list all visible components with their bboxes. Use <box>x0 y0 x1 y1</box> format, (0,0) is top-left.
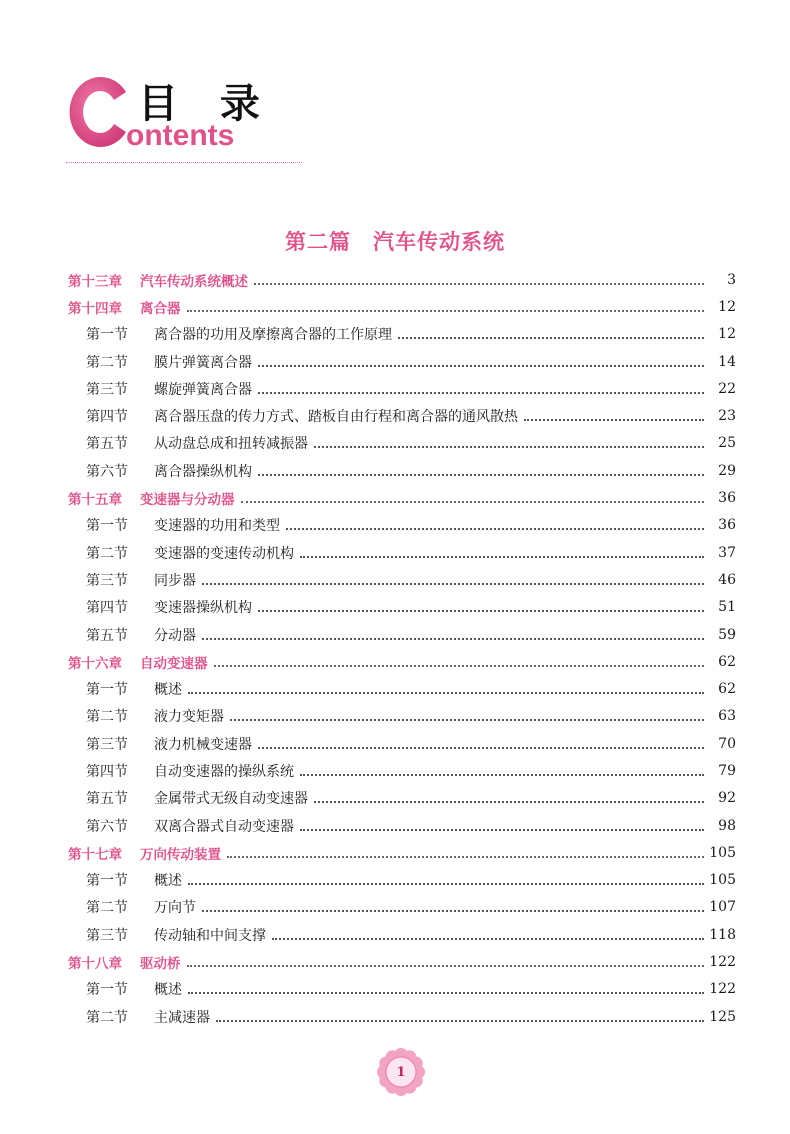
toc-entry-page: 70 <box>718 735 736 752</box>
dot-leader <box>258 747 704 749</box>
dot-leader <box>241 501 705 503</box>
toc-entry-title: 万向节 <box>154 900 196 917</box>
toc-section-row[interactable] <box>68 621 736 648</box>
toc-entry-title: 自动变速器 <box>140 655 208 672</box>
toc-entry-page: 62 <box>718 681 736 698</box>
toc-section-row[interactable] <box>68 703 736 730</box>
toc-entry-title: 离合器 <box>140 300 181 317</box>
toc-entry-number: 第四节 <box>86 600 128 617</box>
toc-entry-number: 第二节 <box>86 1009 128 1026</box>
contents-header <box>60 70 320 170</box>
toc-entry-number: 第三节 <box>86 572 128 589</box>
toc-entry-number: 第六节 <box>86 818 128 835</box>
toc-entry-page: 3 <box>727 271 736 288</box>
toc-entry-title: 概述 <box>154 982 182 999</box>
toc-entry-page: 107 <box>709 899 736 916</box>
toc-entry-title: 驱动桥 <box>140 956 181 973</box>
toc-entry-title: 变速器的功用和类型 <box>154 518 280 535</box>
toc-entry-title: 双离合器式自动变速器 <box>154 818 294 835</box>
dot-leader <box>398 337 704 339</box>
toc-entry-title: 变速器的变速传动机构 <box>154 545 294 562</box>
toc-entry-page: 92 <box>718 790 736 807</box>
toc-entry-title: 汽车传动系统概述 <box>140 273 248 290</box>
toc-entry-number: 第十七章 <box>68 846 122 863</box>
toc-entry-page: 46 <box>718 571 736 588</box>
toc-entry-number: 第十八章 <box>68 956 122 973</box>
toc-section-row[interactable] <box>68 976 736 1003</box>
part-title: 第二篇 汽车传动系统 <box>285 229 505 254</box>
dot-leader <box>300 829 704 831</box>
toc-entry-number: 第五节 <box>86 436 128 453</box>
dot-leader <box>216 1020 704 1022</box>
toc-chapter-row[interactable] <box>68 948 736 975</box>
toc-entry-number: 第十四章 <box>68 300 122 317</box>
dot-leader <box>230 719 704 721</box>
toc-entry-page: 12 <box>718 298 736 315</box>
toc-entry-page: 122 <box>709 981 736 998</box>
toc-section-row[interactable] <box>68 675 736 702</box>
toc-entry-page: 59 <box>718 626 736 643</box>
dot-leader <box>300 556 704 558</box>
toc-entry-title: 变速器与分动器 <box>140 492 235 509</box>
dot-leader <box>524 419 704 421</box>
toc-section-row[interactable] <box>68 430 736 457</box>
toc-section-row[interactable] <box>68 594 736 621</box>
toc-entry-page: 51 <box>718 599 736 616</box>
toc-entry-title: 分动器 <box>154 627 196 644</box>
toc-entry-page: 22 <box>718 380 736 397</box>
toc-entry-page: 36 <box>718 517 736 534</box>
toc-entry-page: 12 <box>718 326 736 343</box>
dot-leader <box>258 392 704 394</box>
toc-entry-title: 螺旋弹簧离合器 <box>154 381 252 398</box>
dot-leader <box>300 774 704 776</box>
toc-entry-title: 概述 <box>154 682 182 699</box>
toc-chapter-row[interactable] <box>68 293 736 320</box>
toc-entry-number: 第二节 <box>86 545 128 562</box>
toc-entry-title: 离合器压盘的传力方式、踏板自由行程和离合器的通风散热 <box>154 409 518 426</box>
toc-entry-page: 29 <box>718 462 736 479</box>
dot-leader <box>258 365 704 367</box>
toc-entry-number: 第十三章 <box>68 273 122 290</box>
header-divider <box>66 162 302 163</box>
toc-entry-page: 25 <box>718 435 736 452</box>
toc-entry-number: 第一节 <box>86 873 128 890</box>
toc-entry-page: 14 <box>718 353 736 370</box>
toc-entry-page: 105 <box>709 844 736 861</box>
toc-entry-title: 自动变速器的操纵系统 <box>154 763 294 780</box>
toc-entry-number: 第十六章 <box>68 655 122 672</box>
toc-section-row[interactable] <box>68 921 736 948</box>
toc-entry-number: 第二节 <box>86 709 128 726</box>
toc-entry-title: 离合器的功用及摩擦离合器的工作原理 <box>154 327 392 344</box>
dot-leader <box>314 801 704 803</box>
toc-section-row[interactable] <box>68 402 736 429</box>
toc-section-row[interactable] <box>68 757 736 784</box>
toc-entry-page: 79 <box>718 762 736 779</box>
toc-entry-title: 从动盘总成和扭转减振器 <box>154 436 308 453</box>
toc-section-row[interactable] <box>68 730 736 757</box>
toc-entry-page: 125 <box>709 1008 736 1025</box>
dot-leader <box>187 310 705 312</box>
toc-entry-title: 液力机械变速器 <box>154 736 252 753</box>
toc-entry-page: 63 <box>718 708 736 725</box>
toc-entry-page: 23 <box>718 408 736 425</box>
toc-entry-number: 第一节 <box>86 982 128 999</box>
toc-entry-number: 第四节 <box>86 763 128 780</box>
toc-entry-title: 金属带式无级自动变速器 <box>154 791 308 808</box>
toc-entry-page: 98 <box>718 817 736 834</box>
dot-leader <box>187 965 705 967</box>
dot-leader <box>254 283 704 285</box>
toc-entry-page: 62 <box>718 653 736 670</box>
dot-leader <box>202 583 704 585</box>
toc-entry-page: 122 <box>709 954 736 971</box>
toc-entry-title: 变速器操纵机构 <box>154 600 252 617</box>
toc-section-row[interactable] <box>68 894 736 921</box>
toc-entry-number: 第二节 <box>86 354 128 371</box>
toc-section-row[interactable] <box>68 812 736 839</box>
toc-entry-number: 第一节 <box>86 327 128 344</box>
dot-leader <box>227 856 704 858</box>
toc-entry-number: 第三节 <box>86 736 128 753</box>
dot-leader <box>314 446 704 448</box>
toc-entry-page: 105 <box>709 872 736 889</box>
toc-section-row[interactable] <box>68 1003 736 1030</box>
dot-leader <box>258 610 704 612</box>
toc-entry-title: 液力变矩器 <box>154 709 224 726</box>
contents-title-cn: 目 录 <box>138 81 274 127</box>
toc-entry-page: 118 <box>709 926 736 943</box>
toc-section-row[interactable] <box>68 566 736 593</box>
dot-leader <box>188 883 704 885</box>
dot-leader <box>202 910 704 912</box>
toc-entry-number: 第一节 <box>86 518 128 535</box>
dot-leader <box>214 665 705 667</box>
toc-entry-title: 膜片弹簧离合器 <box>154 354 252 371</box>
toc-entry-number: 第三节 <box>86 381 128 398</box>
toc-entry-number: 第五节 <box>86 627 128 644</box>
toc-entry-number: 第六节 <box>86 463 128 480</box>
big-c-logo <box>60 70 134 154</box>
toc-chapter-row[interactable] <box>68 484 736 511</box>
dot-leader <box>258 474 704 476</box>
toc-entry-number: 第一节 <box>86 682 128 699</box>
toc-section-row[interactable] <box>68 512 736 539</box>
toc-entry-number: 第四节 <box>86 409 128 426</box>
toc-entry-number: 第三节 <box>86 927 128 944</box>
dot-leader <box>286 528 704 530</box>
toc-entry-title: 传动轴和中间支撑 <box>154 927 266 944</box>
toc-section-row[interactable] <box>68 539 736 566</box>
dot-leader <box>202 638 704 640</box>
toc-entry-page: 36 <box>718 490 736 507</box>
contents-title-en: ontents <box>126 119 235 152</box>
toc-entry-number: 第十五章 <box>68 492 122 509</box>
toc-chapter-row[interactable] <box>68 648 736 675</box>
toc-section-row[interactable] <box>68 785 736 812</box>
toc-entry-title: 离合器操纵机构 <box>154 463 252 480</box>
toc-entry-number: 第五节 <box>86 791 128 808</box>
toc-entry-title: 概述 <box>154 873 182 890</box>
dot-leader <box>272 938 704 940</box>
page-number-badge <box>375 1046 427 1098</box>
dot-leader <box>188 992 704 994</box>
toc-chapter-row[interactable] <box>68 839 736 866</box>
toc-entry-number: 第二节 <box>86 900 128 917</box>
toc-entry-title: 万向传动装置 <box>140 846 221 863</box>
toc-section-row[interactable] <box>68 321 736 348</box>
page-number: 1 <box>396 1064 406 1080</box>
toc-chapter-row[interactable] <box>68 266 736 293</box>
dot-leader <box>188 692 704 694</box>
toc-entry-title: 主减速器 <box>154 1009 210 1026</box>
toc-entry-page: 37 <box>718 544 736 561</box>
toc-section-row[interactable] <box>68 457 736 484</box>
toc-section-row[interactable] <box>68 375 736 402</box>
toc-section-row[interactable] <box>68 867 736 894</box>
toc-entry-title: 同步器 <box>154 572 196 589</box>
table-of-contents <box>68 266 736 1030</box>
toc-section-row[interactable] <box>68 348 736 375</box>
